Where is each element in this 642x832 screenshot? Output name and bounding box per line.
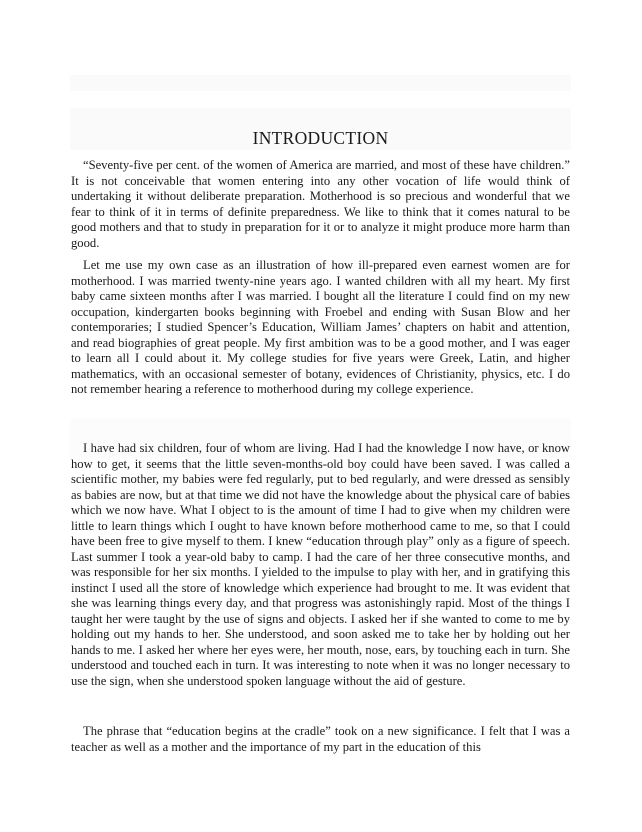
paragraph-1: “Seventy-five per cent. of the women of America are married, and most of these have children.” It is not conceivable that women entering into any other vocation of life would think of undertaking it without deliberate preparation. Motherhood is so precious and wonderful that we fear to think of it in terms of definite preparedness. We like to think that it comes natural to be good mothers and that to study in preparation for it or to analyze it might produce more harm than good. — [71, 158, 570, 250]
paragraph-3: I have had six children, four of whom are living. Had I had the knowledge I now have, or know how to get, it seems that the little seven-months-old boy could have been saved. I was called a scientific mother, my babies were fed regularly, put to bed regularly, and were dressed as sensibly as babies are now, but at that time we did not have the knowledge about the physical care of babies which we now have. What I object to is the amount of time I had to give when my children were little to learn things which I ought to have known before motherhood came to me, so that I could have been free to give myself to them. I knew “education through play” only as a figure of speech. Last summer I took a year-old baby to camp. I had the care of her three consecutive months, and was responsible for her six months. I yielded to the impulse to play with her, and in gratifying this instinct I used all the store of knowledge which experience had brought to me. It was evident that she was learning things every day, and that progress was astonishingly rapid. Most of the things I taught her were taught by the use of signs and objects. I asked her if she wanted to come to me by holding out my hands to her. She understood, and soon asked me to take her by holding out her hands to me. I asked her where her eyes were, her mouth, nose, ears, by touching each in turn. She understood and touched each in turn. It was interesting to note when it was no longer necessary to use the sign, when she understood spoken language without the aid of gesture. — [71, 441, 570, 688]
paragraph-2: Let me use my own case as an illustration of how ill-prepared even earnest women are for motherhood. I was married twenty-nine years ago. I wanted children with all my heart. My first baby came sixteen months after I was married. I bought all the literature I could find on my new occupation, kindergarten books beginning with Froebel and ending with Susan Blow and her contemporaries; I studied Spencer’s Education, William James’ chapters on habit and attention, and read biographies of great people. My first ambition was to be a good mother, and I was eager to learn all I could about it. My college studies for five years were Greek, Latin, and higher mathematics, with an occasional semester of botany, evidences of Christianity, physics, etc. I do not remember hearing a reference to motherhood during my college experience. — [71, 258, 570, 396]
background-band — [70, 75, 571, 91]
page-title: INTRODUCTION — [252, 128, 389, 148]
paragraph-4: The phrase that “education begins at the cradle” took on a new significance. I felt that I was a teacher as well as a mother and the importance of my part in the education of this — [71, 724, 570, 754]
